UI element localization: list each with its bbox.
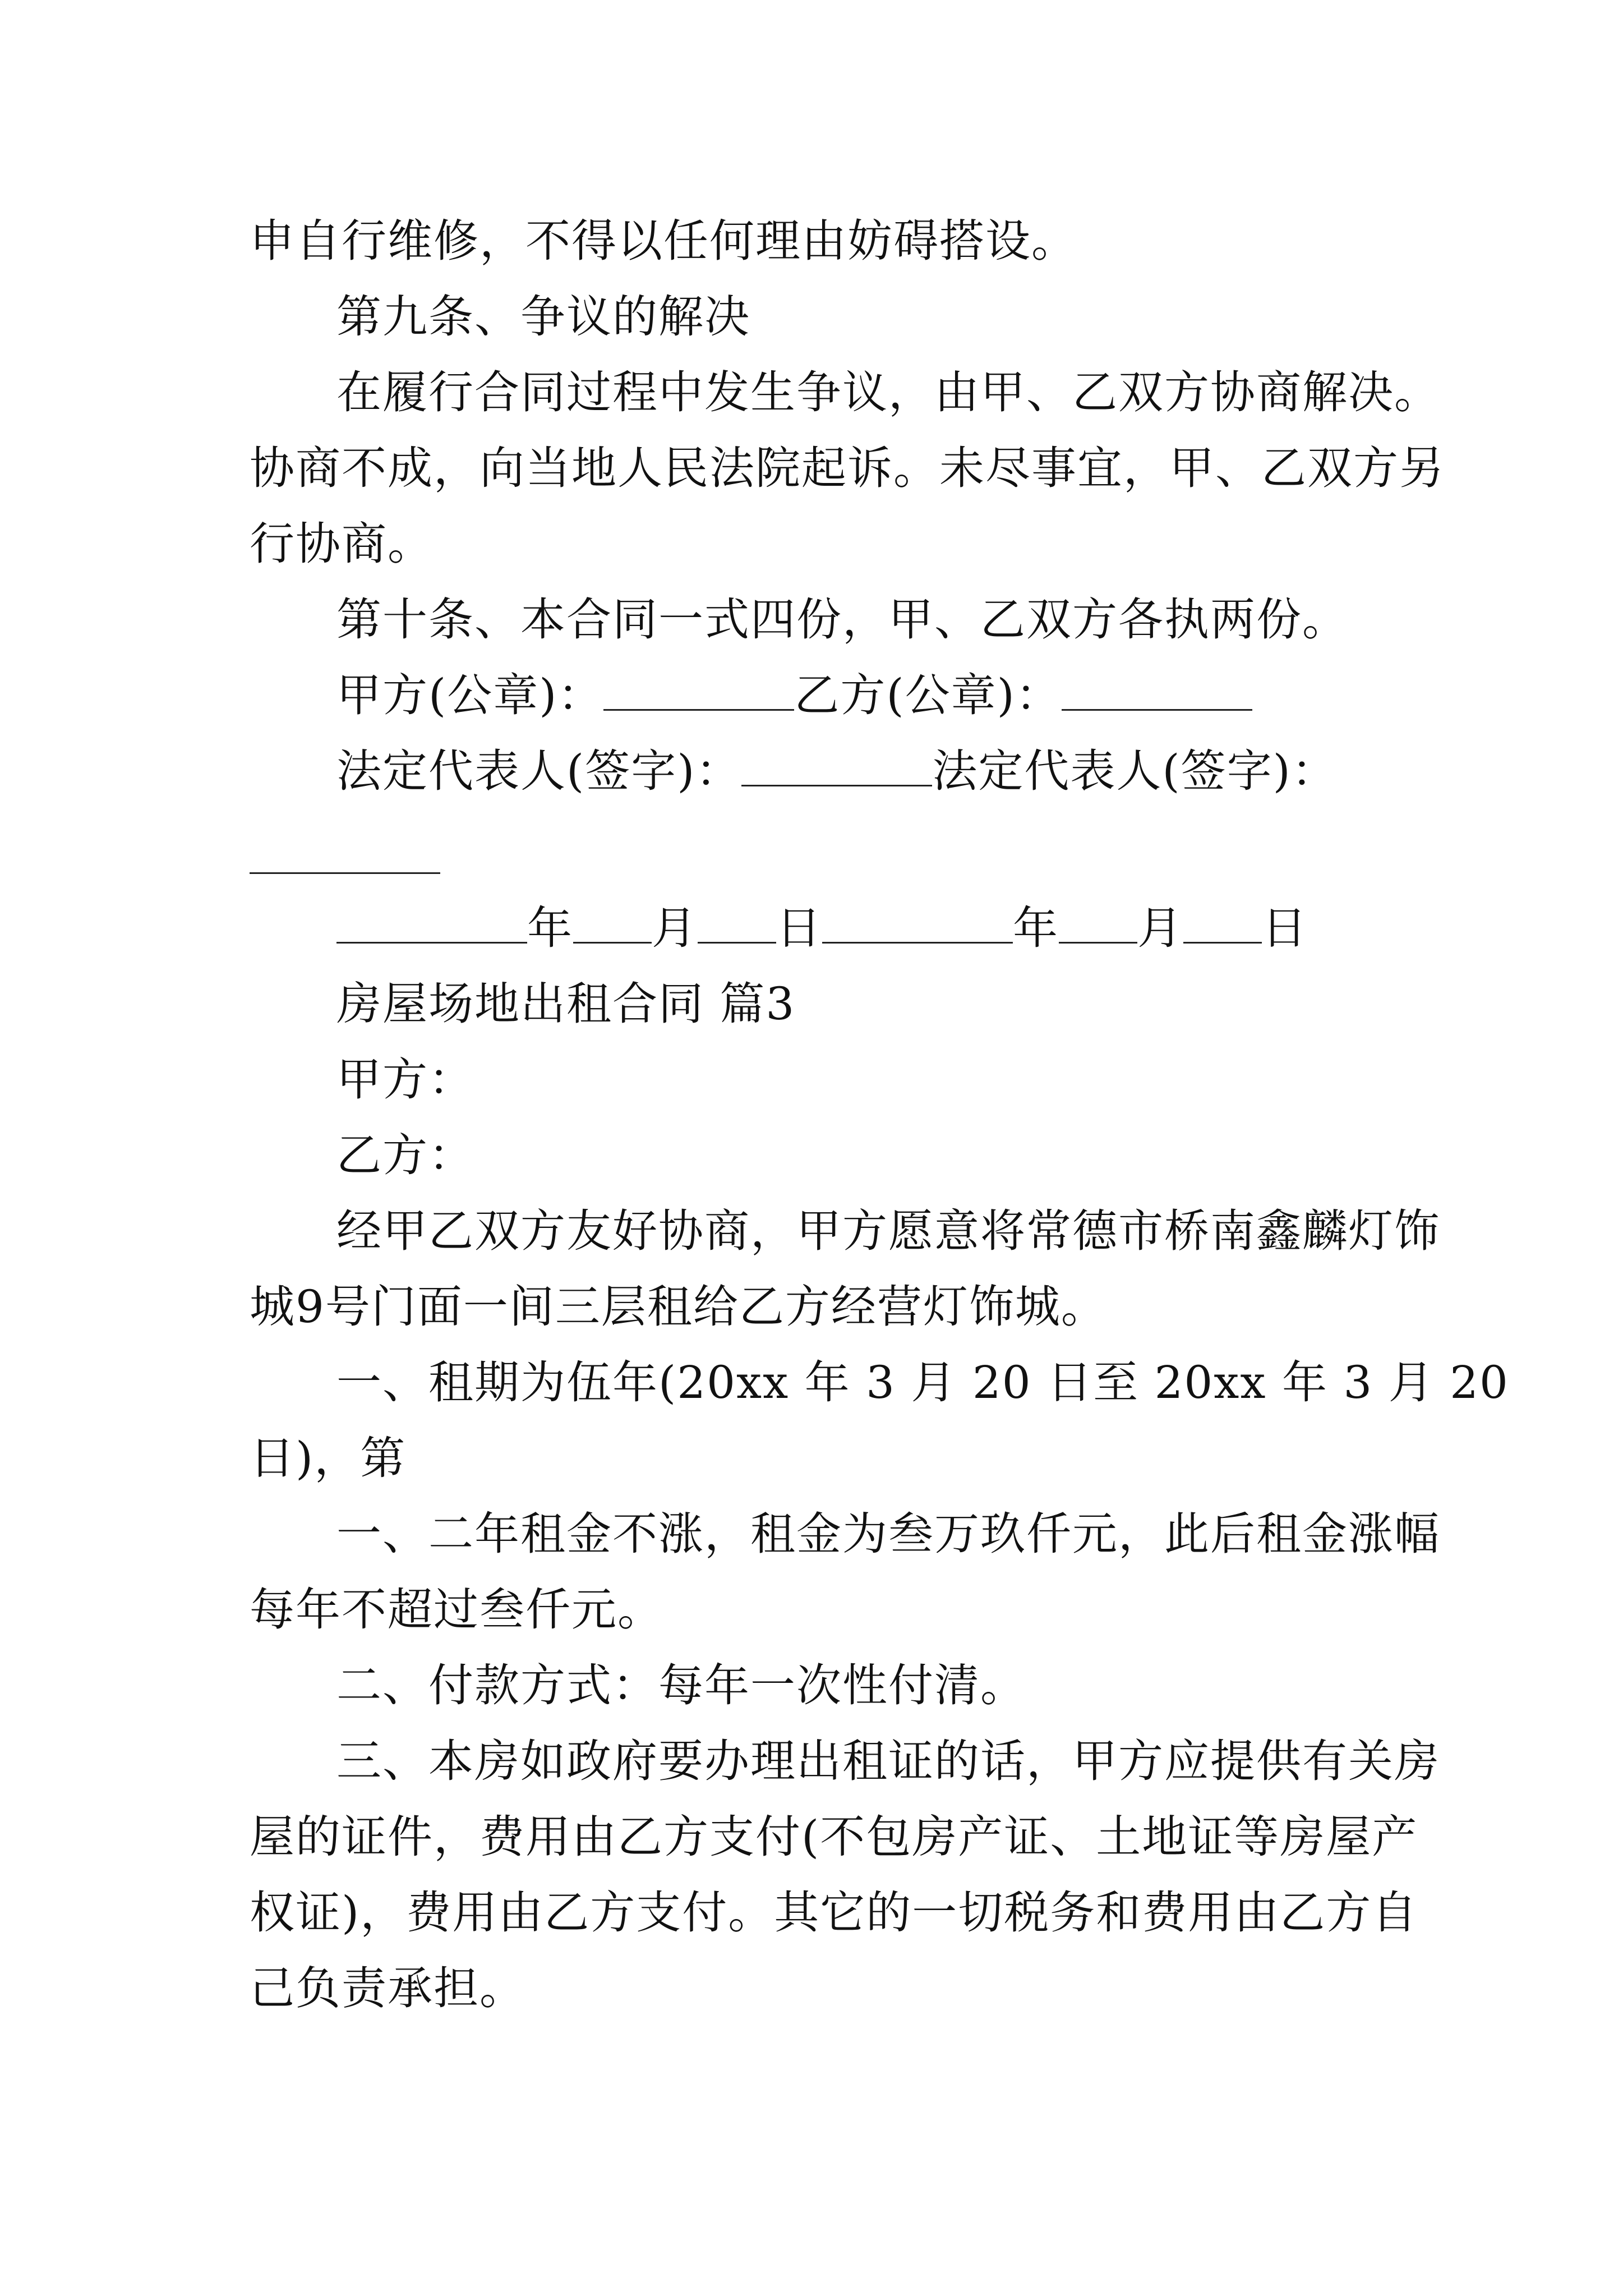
date-line <box>336 900 1308 956</box>
paragraph-line: 协商不成，向当地人民法院起诉。未尽事宜，甲、乙双方另 <box>250 442 1445 494</box>
party-a-seal-label: 甲方(公章)： <box>336 669 604 721</box>
year-b-blank <box>822 900 1013 944</box>
paragraph-line: 一、租期为伍年(20xx 年 3 月 20 日至 20xx 年 3 月 20 <box>336 1356 1509 1409</box>
day-b-blank <box>1183 900 1262 944</box>
paragraph-line: 经甲乙双方友好协商，甲方愿意将常德市桥南鑫麟灯饰 <box>336 1205 1440 1257</box>
paragraph-line: 屋的证件，费用由乙方支付(不包房产证、土地证等房屋产 <box>250 1811 1418 1863</box>
article-heading: 第九条、争议的解决 <box>336 291 750 343</box>
paragraph-line: 二、付款方式：每年一次性付清。 <box>336 1659 1026 1711</box>
party-a-seal-blank <box>603 668 794 711</box>
legal-rep-line <box>336 743 1338 799</box>
legal-rep-a-blank <box>741 743 932 786</box>
paragraph-line: 己负责承担。 <box>250 1962 525 2014</box>
day-b-label: 日 <box>1262 902 1308 954</box>
paragraph-line: 申自行维修，不得以任何理由妨碍搭设。 <box>250 215 1077 267</box>
legal-rep-b-label: 法定代表人(签字)： <box>932 745 1338 797</box>
party-b-seal-blank <box>1062 668 1252 711</box>
day-a-label: 日 <box>776 902 822 954</box>
party-b-seal-label: 乙方(公章)： <box>794 669 1062 721</box>
party-b-line: 乙方： <box>336 1129 474 1181</box>
article-heading: 第十条、本合同一式四份，甲、乙双方各执两份。 <box>336 593 1348 646</box>
year-a-blank <box>336 900 527 944</box>
year-b-label: 年 <box>1013 902 1059 954</box>
year-a-label: 年 <box>527 902 573 954</box>
seal-line <box>336 668 1252 724</box>
paragraph-line: 一、二年租金不涨，租金为叁万玖仟元，此后租金涨幅 <box>336 1508 1440 1560</box>
paragraph-line: 权证)，费用由乙方支付。其它的一切税务和费用由乙方自 <box>250 1887 1418 1939</box>
month-b-label: 月 <box>1137 902 1183 954</box>
paragraph-line: 三、本房如政府要办理出租证的话，甲方应提供有关房 <box>336 1735 1440 1787</box>
contract-title: 房屋场地出租合同 篇3 <box>336 978 796 1030</box>
paragraph-line: 日)，第 <box>250 1432 407 1484</box>
paragraph-line: 城9号门面一间三层租给乙方经营灯饰城。 <box>250 1281 1107 1333</box>
paragraph-line: 在履行合同过程中发生争议，由甲、乙双方协商解决。 <box>336 366 1440 418</box>
legal-rep-b-blank <box>250 872 440 874</box>
paragraph-line: 每年不超过叁仟元。 <box>250 1584 663 1636</box>
month-b-blank <box>1059 900 1137 944</box>
day-a-blank <box>698 900 776 944</box>
legal-rep-a-label: 法定代表人(签字)： <box>336 745 742 797</box>
month-a-blank <box>573 900 652 944</box>
month-a-label: 月 <box>652 902 698 954</box>
party-a-line: 甲方： <box>336 1053 474 1106</box>
paragraph-line: 行协商。 <box>250 518 434 570</box>
